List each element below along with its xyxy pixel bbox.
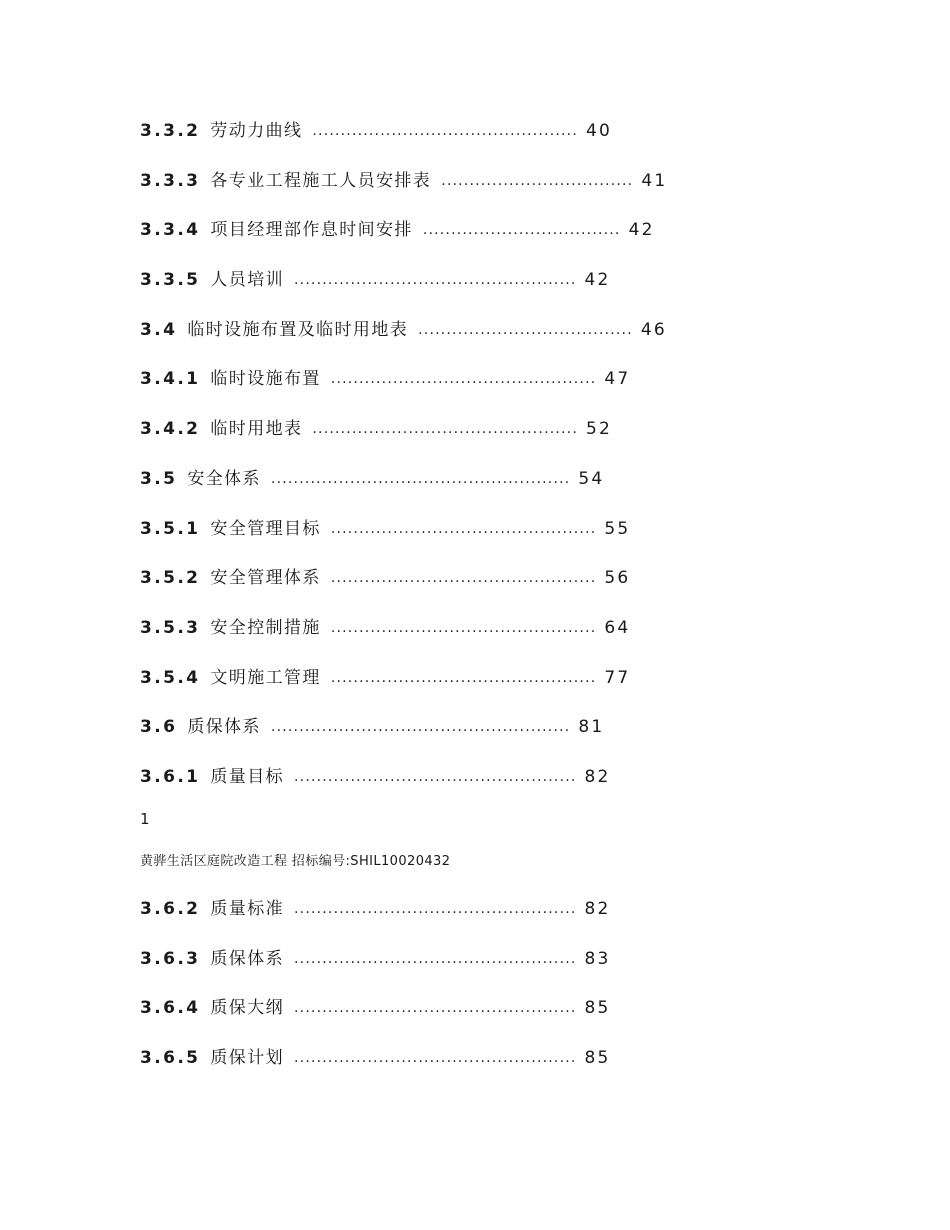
toc-entry[interactable] — [140, 168, 760, 218]
toc-entry-page: 85 — [584, 1048, 611, 1069]
toc-entry-title: 临时用地表 — [210, 419, 303, 440]
toc-entry-number: 3.3.5 — [140, 270, 201, 291]
toc-entry-number: 3.3.4 — [140, 220, 201, 241]
toc-dot-leader: ............................................... — [330, 619, 597, 636]
toc-entry-title: 安全体系 — [187, 468, 261, 489]
toc-dot-leader: .................................................. — [294, 1000, 577, 1017]
toc-entry-page: 56 — [604, 568, 631, 589]
toc-entry-page: 83 — [584, 948, 611, 969]
toc-entry-title: 安全管理目标 — [210, 518, 321, 539]
toc-entry-number: 3.6 — [140, 717, 178, 738]
toc-entry-page: 42 — [584, 270, 611, 291]
toc-entry-page: 42 — [628, 220, 655, 241]
toc-dot-leader: ............................................... — [330, 570, 597, 587]
toc-dot-leader: .................................................. — [294, 768, 577, 785]
toc-entry-title: 质量目标 — [210, 766, 285, 787]
toc-entry-number: 3.3.2 — [140, 121, 201, 141]
toc-entry-number: 3.4.1 — [140, 369, 201, 390]
toc-dot-leader: ..................................................... — [270, 719, 571, 736]
toc-entry-number: 3.4 — [140, 319, 178, 340]
toc-entry-title: 质量标准 — [210, 899, 285, 919]
toc-entry-title: 文明施工管理 — [210, 667, 321, 688]
toc-entry[interactable] — [140, 665, 760, 715]
toc-dot-leader: .................................................. — [294, 272, 577, 289]
toc-entry[interactable] — [140, 217, 760, 267]
toc-entry-title: 安全控制措施 — [210, 617, 321, 638]
toc-entry-page: 81 — [578, 717, 605, 738]
toc-dot-leader: ............................................... — [330, 669, 597, 686]
toc-list-page-2 — [140, 896, 760, 1095]
toc-dot-leader: ............................................... — [312, 421, 578, 438]
toc-entry-page: 82 — [584, 766, 611, 787]
toc-entry[interactable] — [140, 317, 760, 367]
toc-entry-page: 46 — [640, 319, 667, 340]
toc-entry-number: 3.6.3 — [140, 948, 201, 969]
toc-entry-title: 临时设施布置 — [210, 369, 321, 390]
toc-entry-number: 3.4.2 — [140, 419, 201, 440]
toc-entry-page: 40 — [585, 121, 613, 141]
toc-entry[interactable] — [140, 764, 760, 814]
toc-entry-title: 项目经理部作息时间安排 — [210, 220, 413, 241]
toc-entry-number: 3.5.4 — [140, 667, 201, 688]
toc-entry[interactable] — [140, 118, 760, 168]
toc-dot-leader: .................................................. — [294, 950, 577, 967]
toc-entry-page: 82 — [584, 899, 611, 919]
toc-entry-title: 人员培训 — [210, 270, 285, 291]
toc-entry-title: 质保大纲 — [210, 998, 285, 1019]
toc-entry-page: 52 — [585, 419, 613, 440]
toc-dot-leader: .................................................. — [294, 901, 577, 917]
toc-entry-title: 安全管理体系 — [210, 568, 321, 589]
toc-entry-page: 55 — [604, 518, 631, 539]
toc-entry-page: 47 — [604, 369, 631, 390]
toc-entry-number: 3.3.3 — [140, 170, 201, 191]
toc-entry-title: 质保计划 — [210, 1048, 285, 1069]
toc-entry-number: 3.6.2 — [140, 899, 201, 919]
toc-entry-page: 85 — [584, 998, 611, 1019]
toc-entry[interactable] — [140, 466, 760, 516]
page-number: 1 — [140, 810, 150, 828]
toc-entry-number: 3.6.5 — [140, 1048, 201, 1069]
toc-entry-number: 3.5.1 — [140, 518, 201, 539]
toc-entry-number: 3.6.4 — [140, 998, 201, 1019]
toc-entry[interactable] — [140, 565, 760, 615]
toc-entry-number: 3.5.3 — [140, 617, 201, 638]
toc-entry-page: 64 — [604, 617, 631, 638]
toc-entry[interactable] — [140, 714, 760, 764]
toc-entry-page: 77 — [604, 667, 631, 688]
toc-entry[interactable] — [140, 995, 760, 1045]
toc-entry[interactable] — [140, 946, 760, 996]
toc-entry-page: 41 — [641, 170, 668, 191]
toc-entry-page: 54 — [578, 468, 605, 489]
toc-list-page-1 — [140, 118, 760, 814]
running-header: 黄骅生活区庭院改造工程 招标编号:SHIL10020432 — [140, 854, 451, 869]
toc-dot-leader: ............................................... — [330, 520, 597, 537]
toc-entry-number: 3.5 — [140, 468, 178, 489]
toc-entry-number: 3.5.2 — [140, 568, 201, 589]
toc-entry[interactable] — [140, 896, 760, 946]
toc-dot-leader: ............................................... — [312, 123, 578, 139]
toc-dot-leader: ............................................... — [330, 371, 597, 388]
toc-dot-leader: .................................. — [441, 172, 634, 189]
toc-entry-title: 质保体系 — [210, 948, 285, 969]
toc-entry[interactable] — [140, 366, 760, 416]
toc-dot-leader: ...................................... — [418, 321, 633, 338]
toc-entry-title: 各专业工程施工人员安排表 — [210, 170, 432, 191]
toc-entry[interactable] — [140, 267, 760, 317]
toc-dot-leader: .................................................. — [294, 1050, 577, 1067]
toc-entry-title: 临时设施布置及临时用地表 — [187, 319, 409, 340]
toc-entry-title: 质保体系 — [187, 717, 261, 738]
toc-entry-number: 3.6.1 — [140, 766, 201, 787]
toc-dot-leader: ................................... — [422, 222, 621, 239]
toc-entry[interactable] — [140, 615, 760, 665]
toc-entry[interactable] — [140, 516, 760, 566]
toc-entry[interactable] — [140, 1045, 760, 1095]
toc-entry[interactable] — [140, 416, 760, 466]
toc-dot-leader: ..................................................... — [270, 470, 571, 487]
toc-entry-title: 劳动力曲线 — [210, 121, 303, 141]
